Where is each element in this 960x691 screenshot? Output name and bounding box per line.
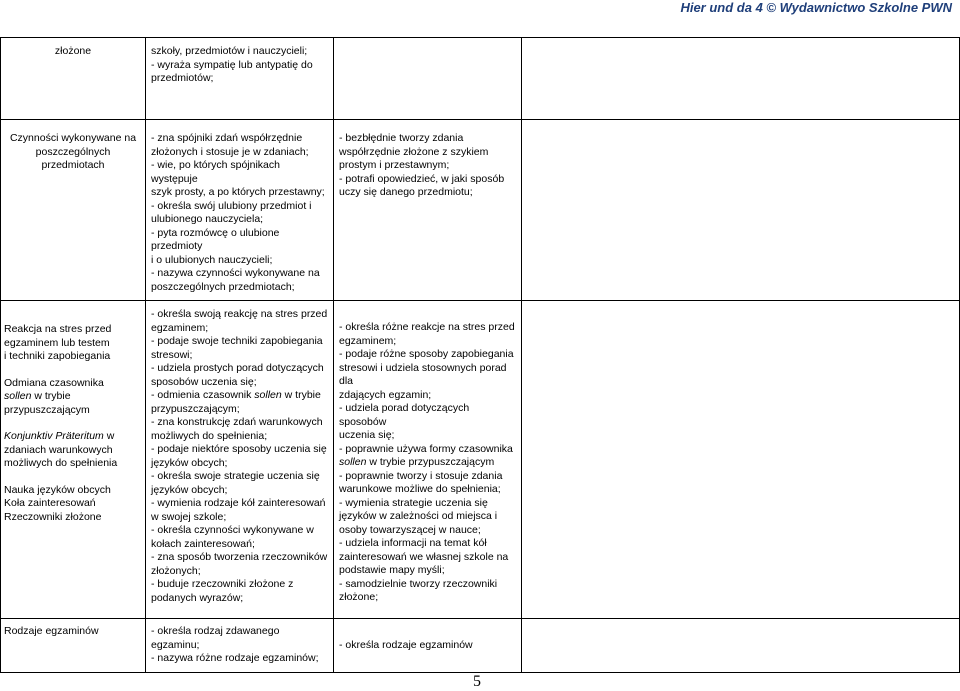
req-line: uczenia się; bbox=[339, 429, 395, 441]
topic-line: Rzeczowniki złożone bbox=[4, 510, 102, 523]
req-line: złożonych i stosuje je w zdaniach; bbox=[151, 145, 309, 158]
req-line: - buduje rzeczowniki złożone z bbox=[151, 578, 294, 590]
req-line: - zna konstrukcję zdań warunkowych bbox=[151, 416, 323, 428]
req-line: złożonych; bbox=[151, 564, 201, 577]
topic-line: możliwych do spełnienia bbox=[4, 457, 118, 469]
spacer bbox=[4, 471, 142, 484]
req-text: w trybie przypuszczającym bbox=[366, 456, 495, 468]
req-line: - wymienia rodzaje kół zainteresowań bbox=[151, 497, 326, 509]
table-row bbox=[1, 38, 960, 120]
topic-line: Reakcja na stres przed bbox=[4, 323, 112, 335]
req-line: - wymienia strategie uczenia się bbox=[339, 496, 488, 509]
req-line: - poprawnie tworzy i stosuje zdania bbox=[339, 469, 503, 482]
req-line: stresowi i udziela stosownych porad dla bbox=[339, 361, 507, 387]
req-line: - potrafi opowiedzieć, w jaki sposób bbox=[339, 172, 505, 185]
req-line: osoby towarzyszącej w nauce; bbox=[339, 523, 481, 536]
req-text: w trybie bbox=[281, 389, 321, 401]
basic-requirements-cell bbox=[146, 120, 334, 301]
topic-line: egzaminem lub testem bbox=[4, 336, 110, 349]
req-line: kołach zainteresowań; bbox=[151, 537, 255, 550]
table-row bbox=[1, 301, 960, 619]
topic-line: przedmiotach bbox=[41, 159, 105, 171]
req-line: przedmiotów; bbox=[151, 72, 214, 84]
topic-text: w trybie bbox=[31, 390, 71, 402]
req-line: - nazywa czynności wykonywane na bbox=[151, 267, 320, 279]
req-line bbox=[339, 456, 517, 470]
req-line: stresowi; bbox=[151, 348, 193, 361]
req-line: egzaminem; bbox=[339, 334, 397, 347]
topic-term: sollen bbox=[4, 390, 32, 402]
topic-line: Koła zainteresowań bbox=[4, 497, 96, 509]
extended-requirements-cell bbox=[334, 619, 522, 673]
req-line: - udziela porad dotyczących sposobów bbox=[339, 402, 470, 428]
req-line: egzaminem; bbox=[151, 321, 209, 334]
req-line: możliwych do spełnienia; bbox=[151, 429, 268, 442]
extended-requirements-cell bbox=[334, 120, 522, 301]
req-line: i o ulubionych nauczycieli; bbox=[151, 253, 273, 266]
table-row bbox=[1, 619, 960, 673]
document-header: Hier und da 4 © Wydawnictwo Szkolne PWN bbox=[680, 0, 952, 15]
topic-line: zdaniach warunkowych bbox=[4, 443, 113, 456]
topic-line: Rodzaje egzaminów bbox=[4, 625, 99, 637]
topic-cell bbox=[1, 619, 146, 673]
empty-cell bbox=[522, 619, 960, 673]
req-line: języków obcych; bbox=[151, 483, 228, 496]
req-line: - podaje niektóre sposoby uczenia się bbox=[151, 443, 327, 455]
spacer bbox=[4, 364, 142, 377]
req-line: szyk prosty, a po których przestawny; bbox=[151, 186, 325, 198]
req-line: - podaje swoje techniki zapobiegania bbox=[151, 335, 323, 347]
req-line: - podaje różne sposoby zapobiegania bbox=[339, 348, 514, 360]
extended-requirements-cell bbox=[334, 301, 522, 619]
topic-cell bbox=[1, 120, 146, 301]
req-line: prostym i przestawnym; bbox=[339, 159, 450, 171]
page-number: 5 bbox=[473, 673, 481, 690]
req-line: zainteresowań we własnej szkole na bbox=[339, 550, 509, 563]
req-line: zdających egzamin; bbox=[339, 388, 432, 401]
empty-cell bbox=[522, 38, 960, 120]
req-line: języków w zależności od miejsca i bbox=[339, 510, 498, 522]
basic-requirements-cell bbox=[146, 301, 334, 619]
req-line: - określa różne reakcje na stres przed bbox=[339, 321, 515, 333]
table-row bbox=[1, 120, 960, 301]
topic-cell bbox=[1, 38, 146, 120]
empty-cell bbox=[522, 301, 960, 619]
req-line bbox=[151, 389, 329, 403]
req-line: języków obcych; bbox=[151, 456, 228, 469]
req-line: - zna spójniki zdań współrzędnie bbox=[151, 132, 303, 144]
req-line: - bezbłędnie tworzy zdania bbox=[339, 132, 464, 144]
topic-line: Czynności wykonywane na bbox=[9, 132, 137, 144]
req-line: - określa czynności wykonywane w bbox=[151, 524, 314, 536]
topic-line bbox=[4, 430, 142, 444]
topic-term: Konjunktiv Präteritum bbox=[4, 430, 104, 442]
topic-line: Nauka języków obcych bbox=[4, 483, 111, 496]
basic-requirements-cell bbox=[146, 38, 334, 120]
req-line bbox=[339, 625, 517, 639]
req-line: - wyraża sympatię lub antypatię do bbox=[151, 58, 313, 71]
req-line: szkoły, przedmiotów i nauczycieli; bbox=[151, 45, 308, 57]
req-line: - określa swój ulubiony przedmiot i bbox=[151, 199, 312, 212]
req-line: sposobów uczenia się; bbox=[151, 375, 257, 388]
req-line: - udziela prostych porad dotyczących bbox=[151, 362, 324, 374]
topic-text: w bbox=[103, 430, 115, 442]
req-line: - określa rodzaj zdawanego egzaminu; bbox=[151, 625, 280, 651]
req-line: uczy się danego przedmiotu; bbox=[339, 186, 473, 198]
topic-line: przypuszczającym bbox=[4, 403, 90, 416]
req-text: - odmienia czasownik bbox=[151, 389, 255, 401]
req-line: ulubionego nauczyciela; bbox=[151, 213, 264, 225]
req-line: współrzędnie złożone z szykiem bbox=[339, 145, 489, 158]
topic-line: poszczególnych bbox=[35, 145, 111, 158]
req-line: warunkowe możliwe do spełnienia; bbox=[339, 483, 501, 495]
req-line: - określa rodzaje egzaminów bbox=[339, 638, 473, 651]
req-line: podstawie mapy myśli; bbox=[339, 564, 445, 576]
req-line: - określa swoje strategie uczenia się bbox=[151, 470, 320, 482]
req-line: - poprawnie używa formy czasownika bbox=[339, 442, 513, 455]
extended-requirements-cell bbox=[334, 38, 522, 120]
topic-line: Odmiana czasownika bbox=[4, 376, 104, 389]
req-line: - samodzielnie tworzy rzeczowniki bbox=[339, 577, 498, 590]
empty-cell bbox=[522, 120, 960, 301]
topic-line: złożone bbox=[54, 45, 92, 57]
req-line: poszczególnych przedmiotach; bbox=[151, 280, 295, 293]
req-line: - określa swoją reakcję na stres przed bbox=[151, 308, 328, 320]
req-line: - udziela informacji na temat kół bbox=[339, 537, 487, 549]
req-line: - wie, po których spójnikach występuje bbox=[151, 159, 280, 185]
basic-requirements-cell bbox=[146, 619, 334, 673]
req-term: sollen bbox=[339, 456, 367, 468]
topic-line bbox=[4, 390, 142, 404]
req-line: - zna sposób tworzenia rzeczowników bbox=[151, 551, 328, 563]
topic-cell bbox=[1, 301, 146, 619]
req-line: w swojej szkole; bbox=[151, 510, 227, 523]
req-term: sollen bbox=[254, 389, 282, 401]
req-line: podanych wyrazów; bbox=[151, 591, 244, 604]
requirements-table bbox=[0, 37, 960, 673]
req-line: - pyta rozmówcę o ulubione przedmioty bbox=[151, 226, 280, 252]
req-line: złożone; bbox=[339, 591, 379, 603]
req-line: - nazywa różne rodzaje egzaminów; bbox=[151, 652, 319, 664]
spacer bbox=[4, 417, 142, 430]
req-line: przypuszczającym; bbox=[151, 402, 240, 415]
topic-line: i techniki zapobiegania bbox=[4, 350, 111, 362]
